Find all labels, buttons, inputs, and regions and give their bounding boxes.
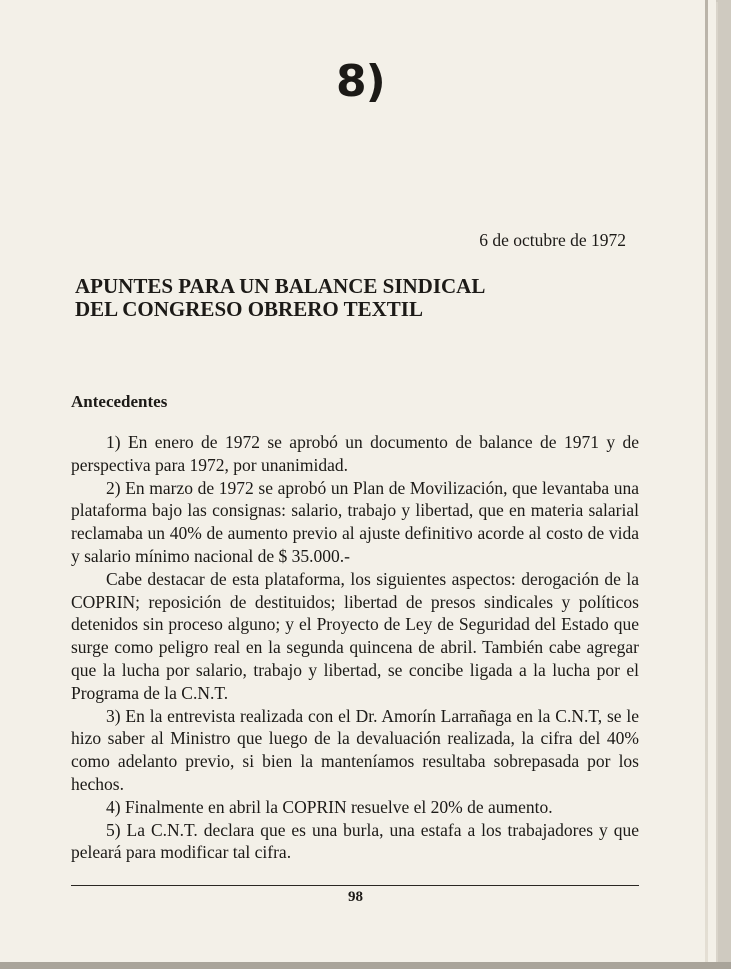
paragraph-2: 2) En marzo de 1972 se aprobó un Plan de Movilización, que levantaba una plataforma bajo las consignas: salario, trabajo y libertad, que en materia salarial reclamaba un 40% de aumento previo al ajuste definitivo acorde al costo de vida y salario mínimo nacional de $ 35.000.- [71, 477, 639, 566]
footer-rule [71, 885, 639, 886]
chapter-number: 8) [336, 56, 385, 107]
paragraph-4: 4) Finalmente en abril la COPRIN resuelve el 20% de aumento. [106, 796, 553, 817]
paragraph-1: 1) En enero de 1972 se aprobó un documento de balance de 1971 y de perspectiva para 1972, por unanimidad. [71, 432, 639, 475]
document-title [75, 275, 615, 321]
title-line: DEL CONGRESO OBRERO TEXTIL [75, 297, 423, 321]
paragraph-5: 5) La C.N.T. declara que es una burla, una estafa a los trabajadores y que peleará para modificar tal cifra. [71, 819, 639, 863]
page-edge [705, 0, 708, 962]
title-line: APUNTES PARA UN BALANCE SINDICAL [75, 274, 486, 298]
scan-bottom-edge [0, 962, 731, 969]
page-number: 98 [348, 889, 363, 905]
section-heading: Antecedentes [71, 392, 168, 411]
paragraph-3: 3) En la entrevista realizada con el Dr. Amorín Larrañaga en la C.N.T, se le hizo saber al Ministro que luego de la devaluación realizada, la cifra del 40% como adelanto previo, si bien la manteníamos resultaba sobrepasada por los hechos. [71, 705, 639, 794]
document-date: 6 de octubre de 1972 [479, 230, 626, 250]
paragraph-platform: Cabe destacar de esta plataforma, los siguientes aspectos: derogación de la COPRIN; reposición de destituidos; libertad de presos sindicales y políticos detenidos sin proceso alguno; y el Proyecto de Ley de Seguridad del Estado que surge como peligro real en la segunda quincena de abril. También cabe agregar que la lucha por salario, trabajo y libertad, se concibe ligada a la lucha por el Programa de la C.N.T. [71, 568, 639, 703]
body-text [71, 431, 639, 864]
